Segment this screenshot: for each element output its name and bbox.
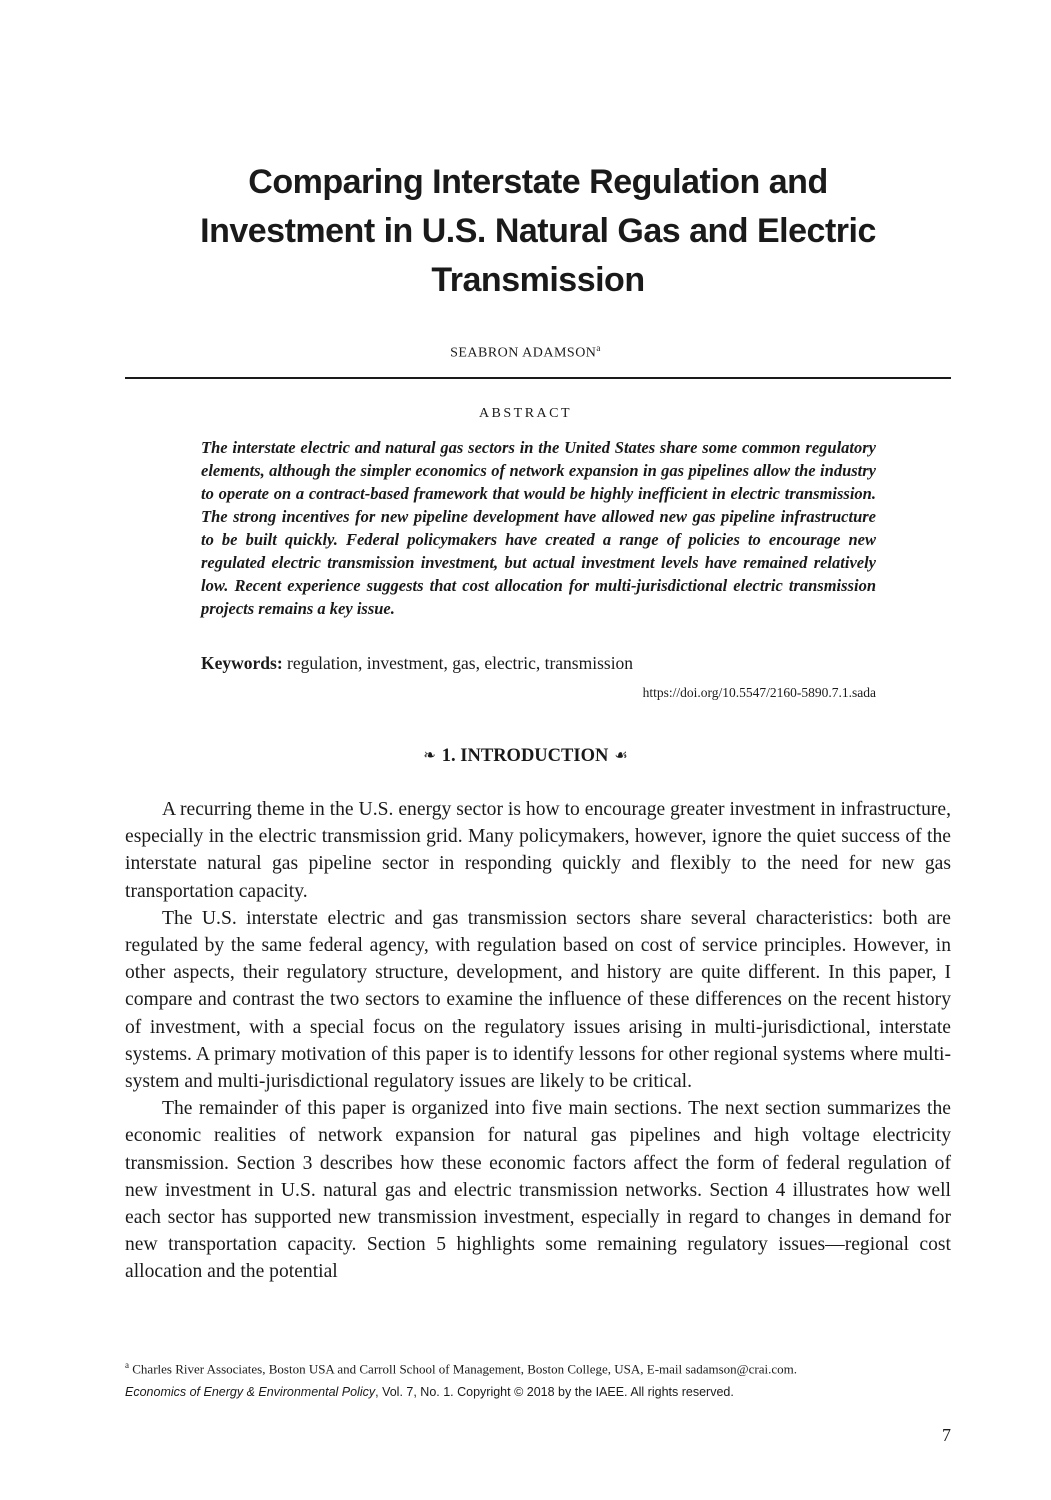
journal-name: Economics of Energy & Environmental Policy bbox=[125, 1385, 376, 1399]
fleuron-left-icon: ❧ bbox=[423, 748, 436, 764]
doi-link[interactable]: https://doi.org/10.5547/2160-5890.7.1.sada bbox=[642, 685, 876, 700]
footnote bbox=[125, 1357, 951, 1377]
title-line: Comparing Interstate Regulation and bbox=[248, 163, 828, 201]
title-divider bbox=[125, 377, 951, 379]
author-line bbox=[0, 343, 1051, 362]
abstract-heading: ABSTRACT bbox=[478, 406, 573, 421]
section-heading bbox=[0, 746, 1051, 767]
paper-title bbox=[150, 158, 926, 305]
author-name: SEABRON ADAMSON bbox=[450, 345, 597, 361]
title-line: Investment in U.S. Natural Gas and Electric bbox=[200, 212, 876, 250]
page-number: 7 bbox=[942, 1425, 951, 1445]
keywords-value: regulation, investment, gas, electric, transmission bbox=[287, 653, 634, 673]
body-paragraph: The U.S. interstate electric and gas transmission sectors share several characteristics: both are regulated by the same federal agency, with regulation based on cost of service principles. However, in other aspects, their regulatory structure, development, and history are quite different. In this paper, I compare and contrast the two sectors to examine the influence of these differences on the recent history of investment, with a special focus on the regulatory issues arising in multi-jurisdictional, interstate systems. A primary motivation of this paper is to identify lessons for other regional systems where multi-system and multi-jurisdictional regulatory issues are likely to be critical. bbox=[125, 907, 951, 1093]
keywords-label: Keywords: bbox=[201, 653, 283, 673]
author-affiliation-marker: a bbox=[596, 343, 601, 353]
title-line: Transmission bbox=[431, 261, 645, 299]
section-body bbox=[125, 796, 951, 1286]
keywords bbox=[201, 653, 876, 674]
body-paragraph: A recurring theme in the U.S. energy sector is how to encourage greater investment in infrastructure, especially in the electric transmission grid. Many policymakers, however, ignore the quiet success of the interstate natural gas pipeline sector in responding quickly and flexibly to the need for new gas transportation capacity. bbox=[125, 799, 951, 902]
body-paragraph: The remainder of this paper is organized into five main sections. The next section summarizes the economic realities of network expansion for natural gas pipelines and high voltage electricity transmission. Section 3 describes how these economic factors affect the form of federal regulation of new investment in U.S. natural gas and electric transmission networks. Section 4 illustrates how well each sector has supported new transmission investment, especially in regard to changes in demand for new transportation capacity. Section 5 highlights some remaining regulatory issues—regional cost allocation and the potential bbox=[125, 1098, 951, 1283]
footnote-text: Charles River Associates, Boston USA and Carroll School of Management, Boston College, USA, E-mail sadamson@crai.com. bbox=[132, 1361, 798, 1377]
section-title: 1. INTRODUCTION bbox=[441, 746, 609, 766]
footnote-marker: a bbox=[125, 1360, 129, 1370]
journal-details: , Vol. 7, No. 1. Copyright © 2018 by the IAEE. All rights reserved. bbox=[375, 1385, 734, 1399]
fleuron-right-icon: ☙ bbox=[614, 748, 628, 764]
journal-citation bbox=[125, 1384, 951, 1401]
abstract-text: The interstate electric and natural gas sectors in the United States share some common regulatory elements, although the simpler economics of network expansion in gas pipelines allow the industry to operate on a contract-based framework that would be highly inefficient in electric transmission. The strong incentives for new pipeline development have allowed new gas pipeline infrastructure to be built quickly. Federal policymakers have created a range of policies to encourage new regulated electric transmission investment, but actual investment levels have remained relatively low. Recent experience suggests that cost allocation for multi-jurisdictional electric transmission projects remains a key issue. bbox=[201, 438, 876, 618]
